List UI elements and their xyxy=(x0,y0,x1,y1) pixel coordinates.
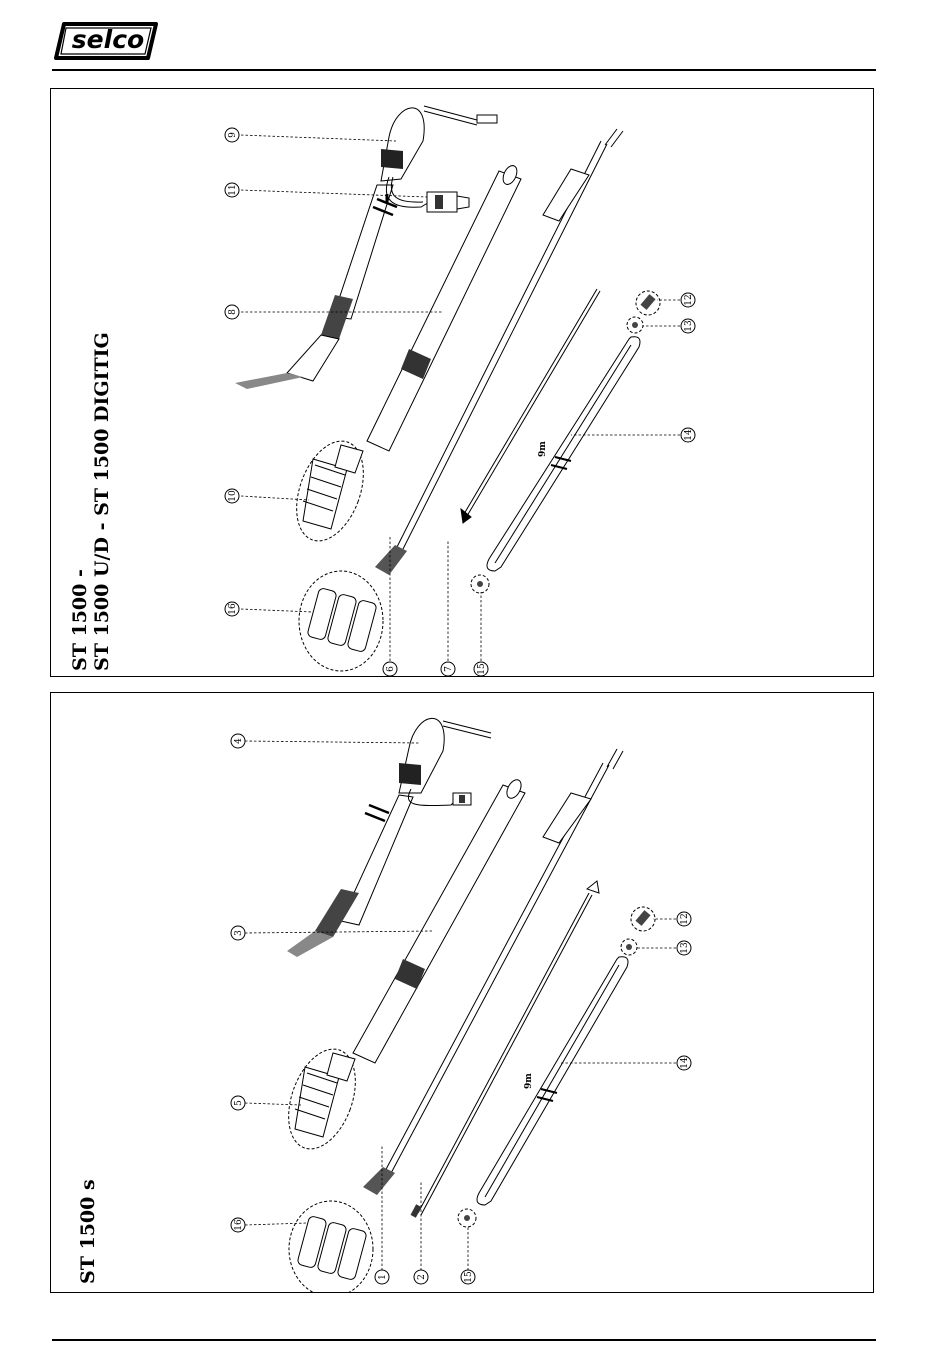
svg-text:13: 13 xyxy=(680,942,690,954)
svg-text:6: 6 xyxy=(386,666,396,672)
ceramic-cups-part-16-bottom xyxy=(289,1201,373,1293)
cable-length-label-top: 9m xyxy=(538,441,548,457)
svg-text:3: 3 xyxy=(234,930,244,936)
torch-assembly-bottom xyxy=(287,718,491,957)
tube-part-3 xyxy=(353,777,525,1063)
callout-14 xyxy=(681,428,695,442)
svg-text:15: 15 xyxy=(477,663,487,675)
callout-14-bottom xyxy=(677,1056,691,1070)
svg-text:5: 5 xyxy=(234,1100,244,1106)
callout-13 xyxy=(681,319,695,333)
svg-text:12: 12 xyxy=(680,913,690,925)
svg-text:10: 10 xyxy=(228,490,238,502)
callout-11 xyxy=(225,183,239,197)
svg-text:14: 14 xyxy=(680,1057,690,1069)
panel-top-title-line1: ST 1500 - xyxy=(69,569,91,671)
callout-8 xyxy=(225,305,239,319)
footer-rule xyxy=(52,1339,876,1341)
small-part-13 xyxy=(627,317,643,333)
svg-text:4: 4 xyxy=(234,738,244,744)
header-rule xyxy=(52,69,876,71)
svg-text:11: 11 xyxy=(228,184,238,196)
callout-16-bottom xyxy=(231,1218,245,1232)
svg-text:1: 1 xyxy=(378,1274,388,1280)
logo-text: selco xyxy=(71,25,145,54)
small-part-13-bottom xyxy=(621,939,637,955)
insert-group-part-10 xyxy=(284,432,376,550)
rod-part-7 xyxy=(461,289,600,523)
callout-10 xyxy=(225,489,239,503)
callout-16 xyxy=(225,602,239,616)
svg-text:13: 13 xyxy=(684,320,694,332)
diagram-panel-bottom xyxy=(50,692,874,1293)
callout-15 xyxy=(474,662,488,676)
callout-15-bottom xyxy=(461,1270,475,1284)
svg-text:9: 9 xyxy=(228,132,238,138)
svg-text:16: 16 xyxy=(228,603,238,615)
callout-group-bottom xyxy=(231,734,691,1284)
callout-7 xyxy=(441,662,455,676)
callout-13-bottom xyxy=(677,941,691,955)
callout-12 xyxy=(681,293,695,307)
torch-assembly-top xyxy=(235,106,497,389)
callout-12-bottom xyxy=(677,912,691,926)
svg-text:7: 7 xyxy=(444,666,454,672)
svg-text:12: 12 xyxy=(684,294,694,306)
callout-9 xyxy=(225,128,239,142)
callout-3 xyxy=(231,926,245,940)
callout-2 xyxy=(414,1270,428,1284)
ceramic-cups-part-16 xyxy=(299,571,383,671)
selco-logo xyxy=(52,21,160,61)
callout-5 xyxy=(231,1096,245,1110)
svg-text:8: 8 xyxy=(228,309,238,315)
small-part-15-bottom xyxy=(458,1209,476,1227)
callout-group-top xyxy=(225,128,695,676)
panel-bottom-title-text: ST 1500 s xyxy=(77,1179,99,1284)
small-part-15 xyxy=(471,575,489,593)
diagram-panel-top xyxy=(50,88,874,677)
small-part-12 xyxy=(636,291,660,315)
torch-exploded-view-bottom xyxy=(51,693,874,1293)
torch-exploded-view-top xyxy=(51,89,874,677)
svg-text:14: 14 xyxy=(684,429,694,441)
panel-top-title-line2: ST 1500 U/D - ST 1500 DIGITIG xyxy=(91,332,113,671)
hose-part-14 xyxy=(487,337,640,571)
svg-text:2: 2 xyxy=(417,1274,427,1280)
svg-text:16: 16 xyxy=(234,1219,244,1231)
small-part-12-bottom xyxy=(631,907,655,931)
callout-1 xyxy=(375,1270,389,1284)
callout-6 xyxy=(383,662,397,676)
cable-length-label-bottom: 9m xyxy=(524,1073,534,1089)
svg-text:15: 15 xyxy=(464,1271,474,1283)
callout-4 xyxy=(231,734,245,748)
hose-part-14-bottom xyxy=(477,957,628,1205)
insert-group-part-5 xyxy=(276,1040,368,1158)
